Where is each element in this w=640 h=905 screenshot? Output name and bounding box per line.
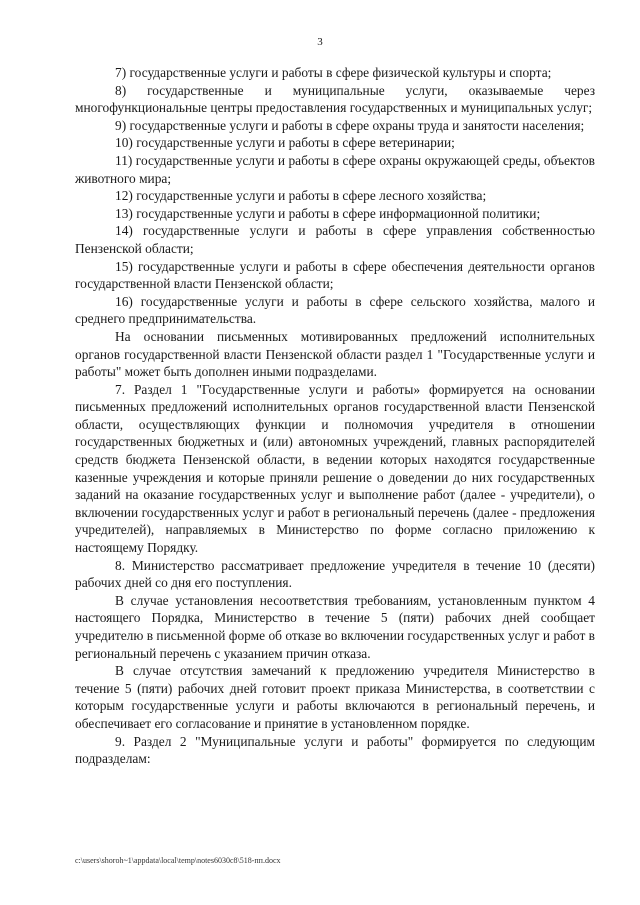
page-number: 3 (317, 36, 323, 48)
paragraph-no-remarks: В случае отсутствия замечаний к предложению учредителя Министерство в течение 5 (пяти) рабочих дней готовит проект приказа Министерства, в соответствии с которым государственные услуги и работы включаются в региональный перечень, и обеспечивает его согласование и принятие в установленном порядке. (75, 663, 595, 731)
list-item-12: 12) государственные услуги и работы в сфере лесного хозяйства; (115, 188, 487, 204)
paragraph-clause-8: 8. Министерство рассматривает предложение учредителя в течение 10 (десяти) рабочих дней со дня его поступления. (75, 557, 595, 591)
paragraph-clause-7: 7. Раздел 1 "Государственные услуги и работы» формируется на основании письменных предложений исполнительных органов государственной власти Пензенской области, осуществляющих функции и полномочия учредителя в отношении государственных бюджетных и (или) автономных учреждений, главных распорядителей средств бюджета Пензенской области, в ведении которых находятся государственные казенные учреждения и которые приняли решение о доведении до них государственных заданий на оказание государственных услуг и выполнение работ (далее - учредители), о включении государственных услуг и работ в региональный перечень (далее - предложения учредителей), направляемых в Министерство по форме согласно приложению к настоящему Порядку. (75, 381, 595, 556)
paragraph-additional-subsections: На основании письменных мотивированных предложений исполнительных органов государственной власти Пензенской области раздел 1 "Государственные услуги и работы" может быть дополнен иными подразделами. (75, 328, 595, 380)
document-body (75, 64, 595, 768)
list-item-14: 14) государственные услуги и работы в сфере управления собственностью Пензенской области; (75, 223, 595, 256)
list-item-15: 15) государственные услуги и работы в сфере обеспечения деятельности органов государственной власти Пензенской области; (75, 258, 595, 292)
footer-file-path: c:\users\shoroh~1\appdata\local\temp\notes6030c8\518-пп.docx (75, 856, 281, 865)
list-item-11: 11) государственные услуги и работы в сфере охраны окружающей среды, объектов животного мира; (75, 152, 595, 186)
list-item-7: 7) государственные услуги и работы в сфере физической культуры и спорта; (115, 65, 552, 80)
list-item-9: 9) государственные услуги и работы в сфере охраны труда и занятости населения; (115, 117, 585, 133)
list-item-10: 10) государственные услуги и работы в сфере ветеринарии; (115, 135, 455, 151)
paragraph-clause-9: 9. Раздел 2 "Муниципальные услуги и работы" формируется по следующим подразделам: (75, 733, 595, 767)
paragraph-refusal: В случае установления несоответствия требованиям, установленным пунктом 4 настоящего Порядка, Министерство в течение 5 (пяти) рабочих дней сообщает учредителю в письменной форме об отказе во включении государственных услуг и работ в региональный перечень с указанием причин отказа. (75, 592, 595, 661)
list-item-13: 13) государственные услуги и работы в сфере информационной политики; (115, 205, 541, 221)
list-item-8: 8) государственные и муниципальные услуги, оказываемые через многофункциональные центры предоставления государственных и муниципальных услуг; (75, 82, 595, 116)
list-item-16: 16) государственные услуги и работы в сфере сельского хозяйства, малого и среднего предпринимательства. (75, 293, 595, 327)
